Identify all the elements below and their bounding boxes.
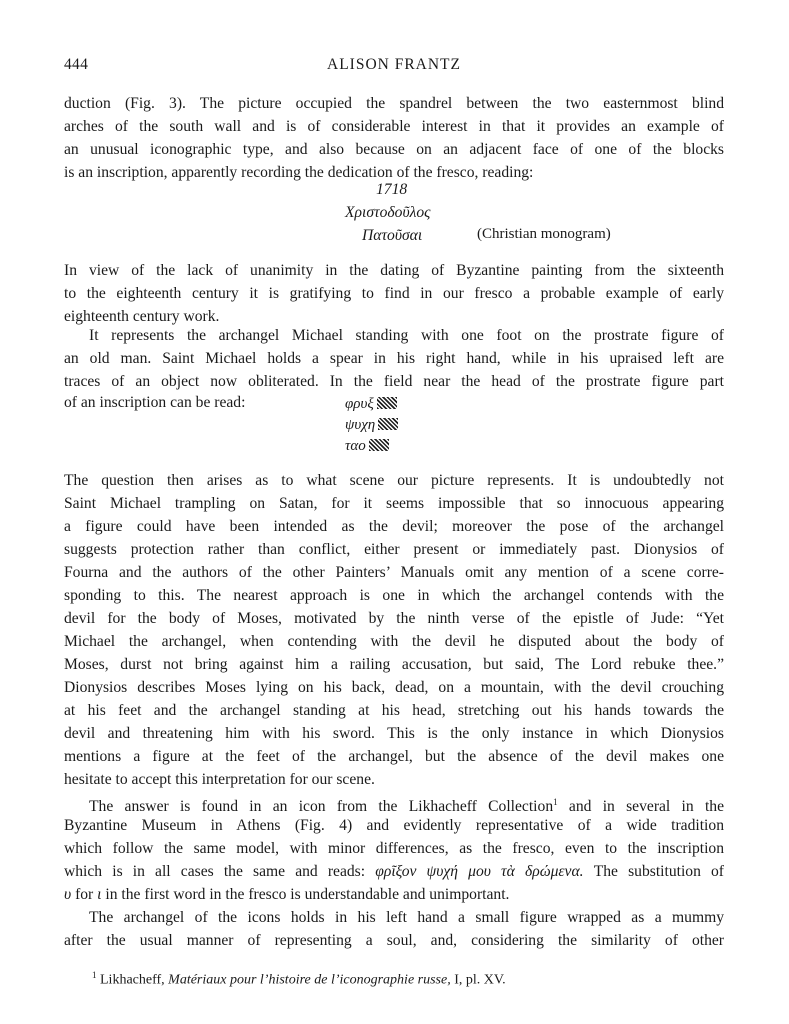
text-line: which follow the same model, with minor differences, as the fresco, even to the inscription <box>64 840 724 857</box>
text-line: devil for the body of Moses, motivated by the ninth verse of the epistle of Jude: “Yet <box>64 610 724 627</box>
text-line: The question then arises as to what scene our picture represents. It is undoubtedly not <box>64 472 724 489</box>
text-line: traces of an object now obliterated. In the field near the head of the prostrate figure part <box>64 373 724 390</box>
text-line: Dionysios describes Moses lying on his back, dead, on a mountain, with the devil crouching <box>64 679 724 696</box>
page-number: 444 <box>64 56 89 73</box>
inscription-fragment: ψυχη <box>345 417 398 434</box>
monogram-note: (Christian monogram) <box>477 226 611 242</box>
footnote-title: Matériaux pour l’histoire de l’iconographie russe, <box>168 972 451 988</box>
text-line: Moses, durst not bring against him a railing accusation, but said, The Lord rebuke thee.” <box>64 656 724 673</box>
text-line: In view of the lack of unanimity in the dating of Byzantine painting from the sixteenth <box>64 262 724 279</box>
running-header <box>64 56 724 80</box>
text-line: an unusual iconographic type, and also because on an adjacent face of one of the blocks <box>64 141 724 158</box>
text-line: υ for ι in the first word in the fresco is understandable and unimportant. <box>64 886 510 903</box>
text-line: eighteenth century work. <box>64 308 220 325</box>
text-line: Byzantine Museum in Athens (Fig. 4) and evidently representative of a wide tradition <box>64 817 724 834</box>
text-line: arches of the south wall and is of considerable interest in that it provides an example of <box>64 118 724 135</box>
text-line: which is in all cases the same and reads: φρῖξον ψυχή μου τὰ δρώμενα. The substitution of <box>64 863 724 880</box>
text-line: Michael the archangel, when contending with the devil he disputed about the body of <box>64 633 724 650</box>
greek-quote: φρῖξον ψυχή μου τὰ δρώμενα. <box>375 863 584 880</box>
lacuna-hatch <box>378 418 398 430</box>
text-line: Fourna and the authors of the other Painters’ Manuals omit any mention of a scene corre- <box>64 564 724 581</box>
inscription-date: 1718 <box>376 181 408 198</box>
text-line: sponding to this. The nearest approach is one in which the archangel contends with the <box>64 587 724 604</box>
text-line: an old man. Saint Michael holds a spear in his right hand, while in his upraised left are <box>64 350 724 367</box>
lacuna-hatch <box>377 397 397 409</box>
text-line: is an inscription, apparently recording the dedication of the fresco, reading: <box>64 164 534 181</box>
text-line: The archangel of the icons holds in his left hand a small figure wrapped as a mummy <box>89 909 724 926</box>
text-line: after the usual manner of representing a soul, and, considering the similarity of other <box>64 932 724 949</box>
text-line: The answer is found in an icon from the Likhacheff Collection$^1$ and in several in the <box>89 797 724 816</box>
text-line: to the eighteenth century it is gratifying to find in our fresco a probable example of early <box>64 285 724 302</box>
inscription-name: Χριστοδοῦλος <box>345 204 431 221</box>
running-title: ALISON FRANTZ <box>327 56 461 73</box>
footnote: $^1$ Likhacheff, Matériaux pour l’histoire de l’iconographie russe, I, pl. XV. <box>92 970 506 988</box>
text-line: It represents the archangel Michael standing with one foot on the prostrate figure of <box>89 327 724 344</box>
lacuna-hatch <box>369 439 389 451</box>
text-line: Saint Michael trampling on Satan, for it seems impossible that so innocuous appearing <box>64 495 724 512</box>
text-line: mentions a figure at the feet of the archangel, but the absence of the devil makes one <box>64 748 724 765</box>
text-line: suggests protection rather than conflict, either present or immediately past. Dionysios of <box>64 541 724 558</box>
inscription-place: Πατοῦσαι <box>362 227 423 244</box>
footnote-ref: 1 <box>553 797 558 807</box>
text-line: hesitate to accept this interpretation for our scene. <box>64 771 375 788</box>
text-line: of an inscription can be read: <box>64 394 246 411</box>
text-line: a figure could have been intended as the devil; moreover the pose of the archangel <box>64 518 724 535</box>
inscription-fragment: φρυξ <box>345 396 397 413</box>
footnote-marker: 1 <box>92 970 97 980</box>
text-line: at his feet and the archangel standing at his head, stretching out his hands towards the <box>64 702 724 719</box>
text-line: devil and threatening him with his sword. This is the only instance in which Dionysios <box>64 725 724 742</box>
text-line: duction (Fig. 3). The picture occupied the spandrel between the two easternmost blind <box>64 95 724 112</box>
inscription-fragment: ταο <box>345 438 389 455</box>
